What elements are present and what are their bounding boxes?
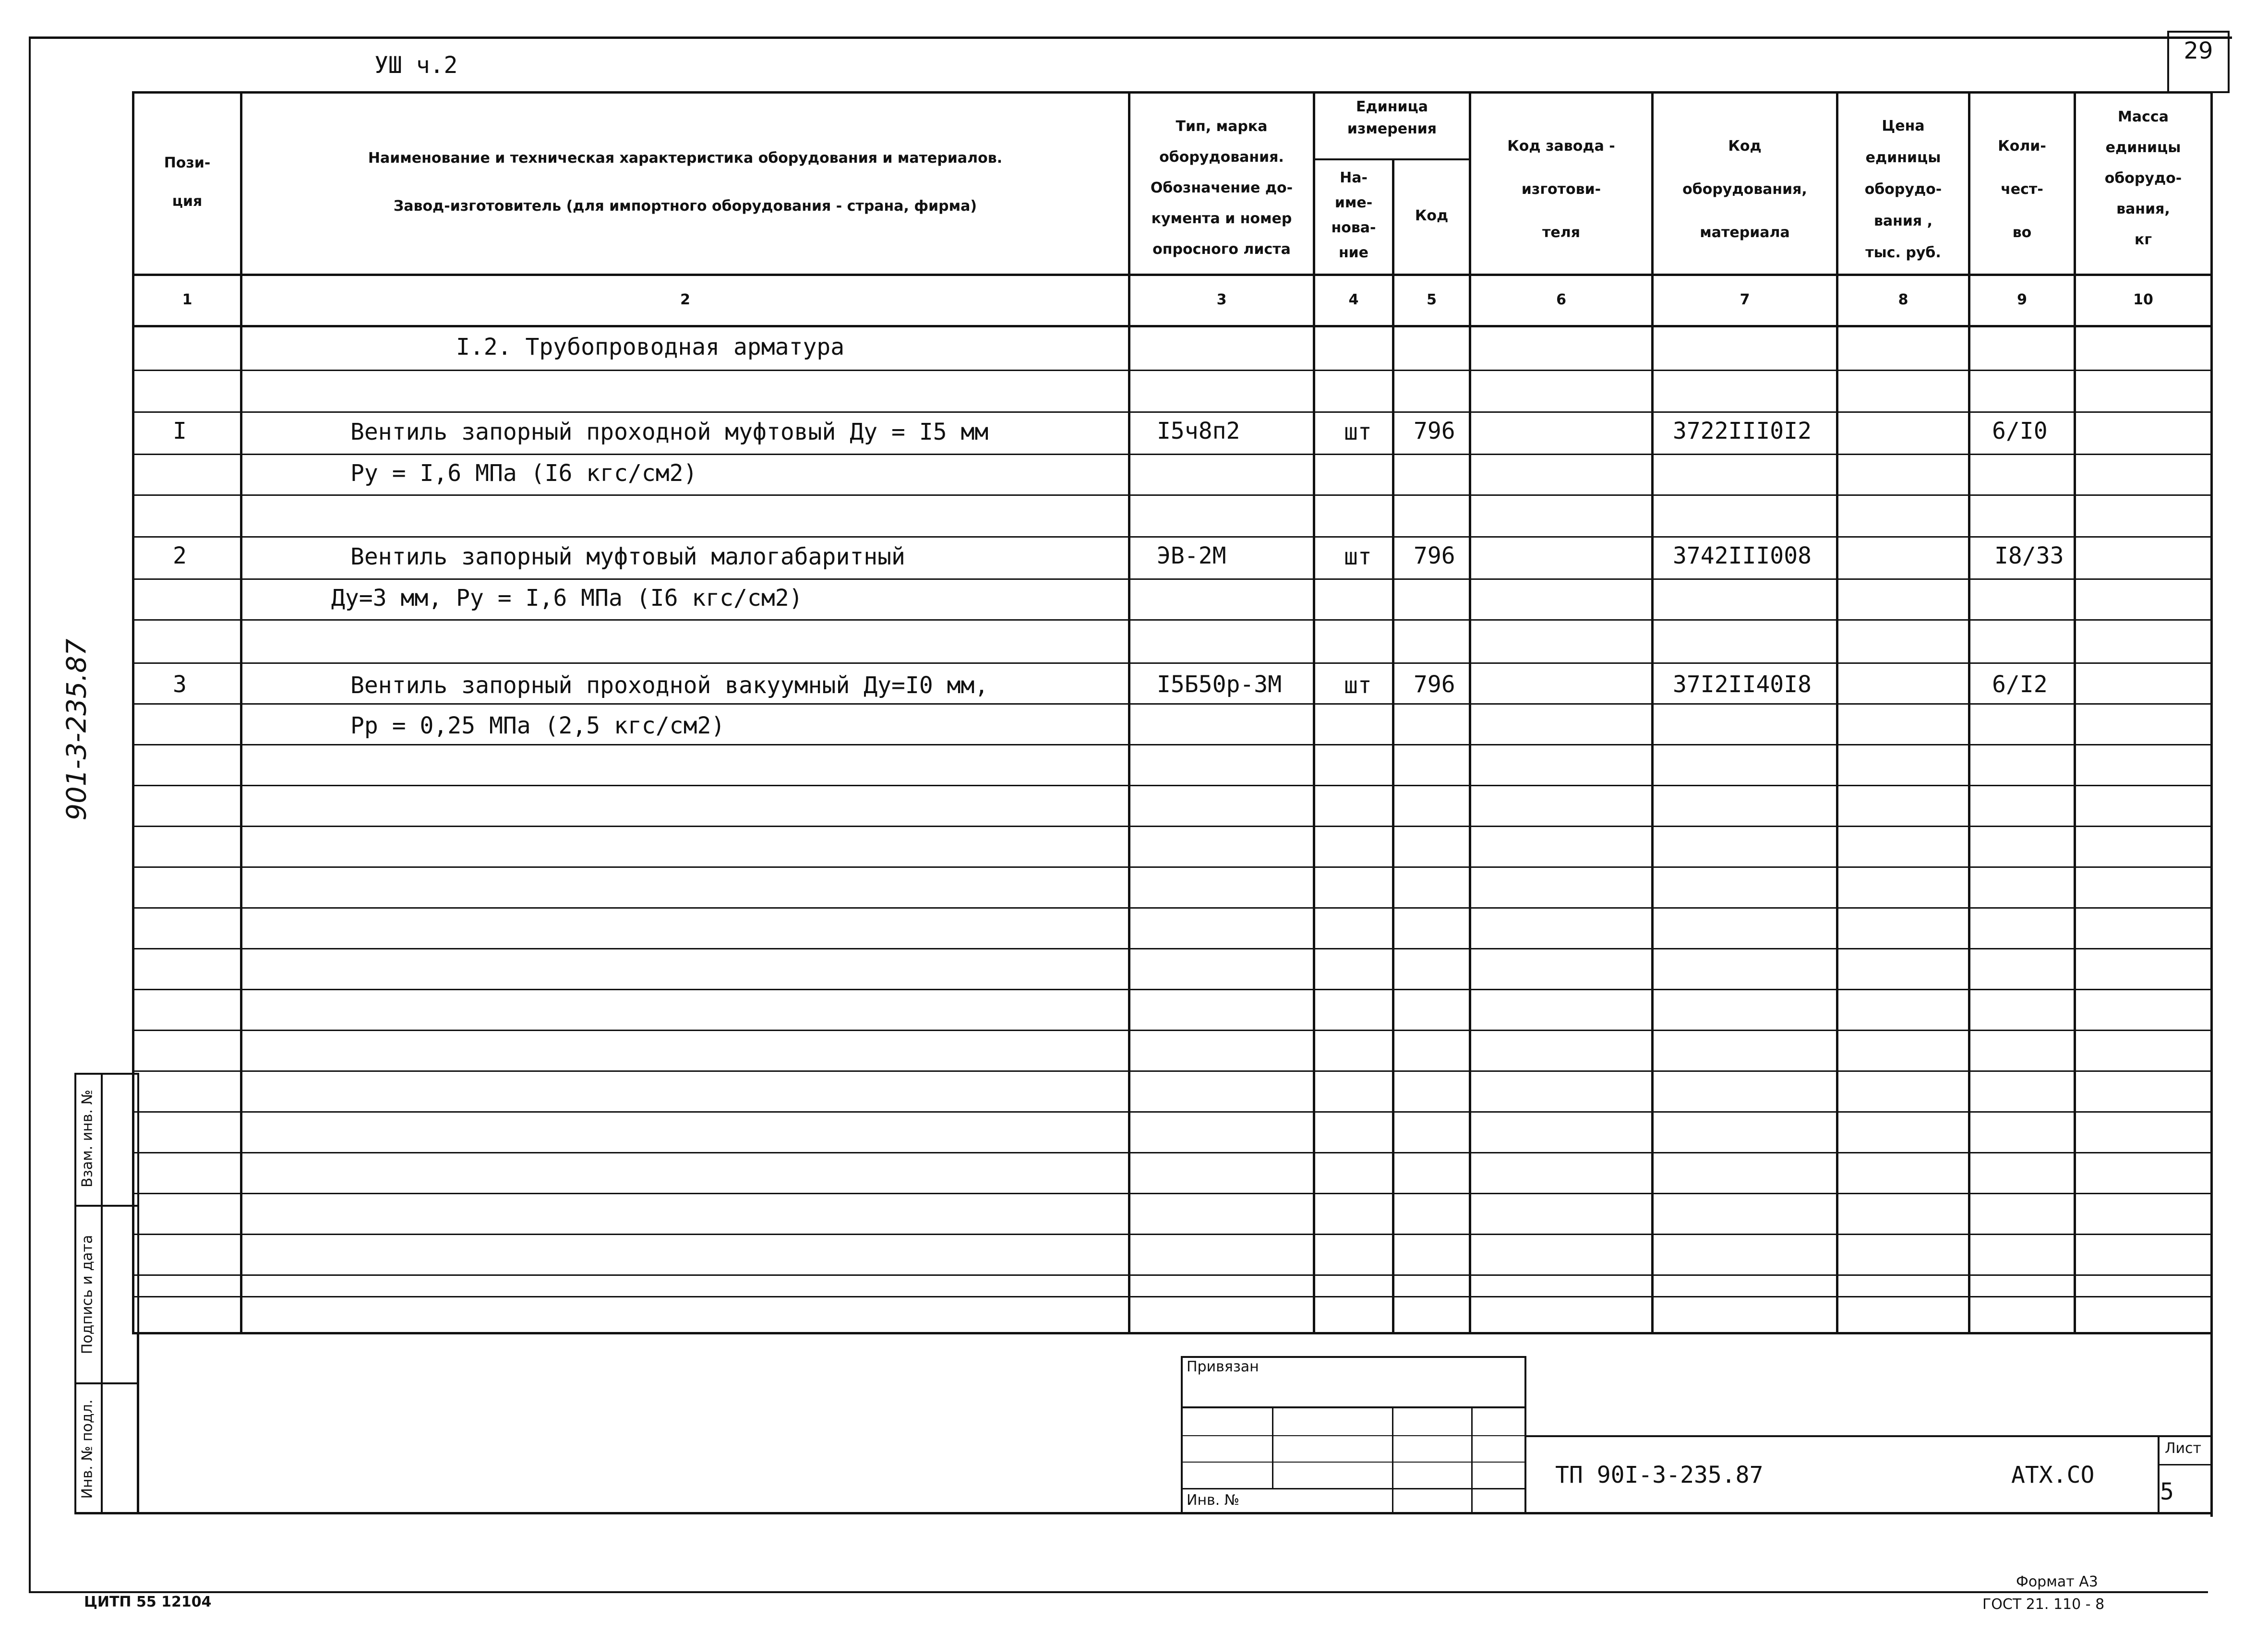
table-row-line (134, 662, 2210, 664)
item-2-unit: шт (1344, 543, 1372, 570)
item-3-name-line1: Вентиль запорный проходной вакуумный Ду=I0 мм, (350, 672, 989, 699)
col-header-unit-code (1394, 202, 1469, 230)
sheet-label: Лист (2165, 1440, 2202, 1457)
frame-left-line (29, 36, 31, 1592)
bound-line-3 (1181, 1462, 1526, 1463)
item-1-name-line1: Вентиль запорный проходной муфтовый Ду = I5 мм (350, 419, 989, 445)
side-stamp-divider (101, 1073, 103, 1514)
section-title: I.2. Трубопроводная арматура (456, 334, 845, 360)
frame-bottom-line (29, 1591, 2208, 1593)
item-3-type: I5Б50р-3М (1157, 671, 1282, 698)
item-2-unit-code: 796 (1414, 542, 1455, 569)
col-header-name-line1: Наименование и техническая характеристика оборудования и материалов. (368, 150, 1003, 167)
item-2-position: 2 (173, 542, 187, 569)
side-stamp-3 (74, 1384, 101, 1514)
item-2-name-line2: Ду=3 мм, Ру = I,6 МПа (I6 кгс/см2) (331, 585, 803, 612)
footer-format: Формат А3 (2016, 1573, 2098, 1590)
colnum-4: 4 (1348, 291, 1359, 308)
project-code: ТП 90I-3-235.87 (1555, 1462, 1764, 1488)
item-1-unit: шт (1344, 419, 1372, 445)
col-header-unit-name (1315, 166, 1392, 265)
item-1-equipment-code: 3722III0I2 (1673, 418, 1812, 444)
colnum-9: 9 (2017, 291, 2027, 308)
side-stamp-1 (74, 1073, 101, 1205)
side-doc-code-text: 901-3-235.87 (61, 638, 93, 821)
bound-line-1 (1181, 1406, 1526, 1408)
item-3-position: 3 (173, 671, 187, 698)
doc-mark: АТХ.СО (2011, 1462, 2095, 1488)
colnum-10: 10 (2133, 291, 2153, 308)
sheet-box-split (2158, 1464, 2213, 1465)
item-3-unit: шт (1344, 672, 1372, 699)
item-3-quantity: 6/I2 (1992, 671, 2048, 698)
table-row-line (134, 948, 2210, 949)
col-header-quantity (1970, 125, 2074, 254)
colnum-1: 1 (182, 291, 192, 308)
table-row-line (134, 1152, 2210, 1153)
table-row-line (134, 866, 2210, 868)
bound-line-2 (1181, 1435, 1526, 1436)
table-row-line (134, 1111, 2210, 1113)
side-stamp-1-text: Взам. инв. № (79, 1090, 96, 1188)
col-header-unit (1315, 96, 1469, 140)
item-3-equipment-code: 37I2II40I8 (1673, 671, 1812, 698)
col-header-quantity-text: Коли- чест- во (1998, 138, 2046, 241)
col-header-factory-code (1471, 125, 1651, 254)
col-line-1 (240, 91, 242, 1334)
col-header-price (1838, 110, 1968, 269)
item-2-name-line1: Вентиль запорный муфтовый малогабаритный (350, 543, 905, 570)
header-bottom-line (132, 274, 2213, 276)
colnum-5: 5 (1427, 291, 1437, 308)
bound-line-4 (1181, 1488, 1526, 1489)
col-header-mass (2076, 102, 2210, 255)
table-row-line (134, 454, 2210, 455)
item-1-type: I5ч8п2 (1157, 418, 1240, 444)
table-row-line (134, 1296, 2210, 1297)
unit-split-line (1313, 158, 1469, 160)
col-line-2 (1128, 91, 1130, 1334)
colnum-bottom-line (132, 325, 2213, 327)
table-row-line (134, 744, 2210, 745)
title-left-line (137, 1334, 139, 1514)
table-row-line (134, 1030, 2210, 1031)
item-2-equipment-code: 3742III008 (1673, 542, 1812, 569)
item-2-quantity: I8/33 (1994, 542, 2064, 569)
table-row-line (134, 494, 2210, 496)
col-line-7 (1836, 91, 1838, 1334)
table-row-line (134, 370, 2210, 371)
col-header-position-text: Пози- ция (164, 155, 211, 210)
table-row-line (134, 411, 2210, 413)
item-1-position: I (173, 418, 187, 444)
col-header-unit-name-text: На- име- нова- ние (1331, 169, 1376, 261)
col-header-type-text: Тип, марка оборудования. Обозначение до- кумента и номер опросного листа (1150, 118, 1293, 258)
col-header-unit-code-text: Код (1415, 207, 1449, 224)
col-header-equipment-code (1654, 125, 1836, 254)
col-line-9 (2074, 91, 2076, 1334)
colnum-6: 6 (1556, 291, 1566, 308)
colnum-2: 2 (680, 291, 690, 308)
bound-col-3 (1471, 1406, 1473, 1514)
col-header-price-text: Цена единицы оборудо- вания , тыс. руб. (1864, 118, 1942, 261)
col-line-4 (1392, 158, 1394, 1334)
table-close-line (132, 1332, 2213, 1334)
col-header-type (1130, 111, 1313, 265)
table-row-line (134, 989, 2210, 990)
table-row-line (134, 907, 2210, 909)
col-header-name (242, 134, 1128, 230)
item-2-type: ЭВ-2М (1157, 542, 1226, 569)
col-line-3 (1313, 91, 1315, 1334)
col-header-position (134, 144, 240, 221)
item-3-unit-code: 796 (1414, 671, 1455, 698)
item-1-quantity: 6/I0 (1992, 418, 2048, 444)
col-header-factory-code-text: Код завода - изготови- теля (1507, 138, 1615, 241)
bound-col-1 (1272, 1406, 1273, 1488)
col-header-equipment-code-text: Код оборудования, материала (1682, 138, 1807, 241)
colnum-8: 8 (1898, 291, 1908, 308)
sheet-number: 5 (2160, 1478, 2174, 1505)
item-1-unit-code: 796 (1414, 418, 1455, 444)
side-doc-code (48, 634, 106, 826)
table-row-line (134, 1193, 2210, 1194)
item-3-name-line2: Рр = 0,25 МПа (2,5 кгс/см2) (350, 712, 725, 739)
table-row-line (134, 826, 2210, 827)
table-row-line (134, 1274, 2210, 1276)
bound-label: Привязан (1187, 1358, 1259, 1375)
colnum-7: 7 (1740, 291, 1750, 308)
table-row-line (134, 785, 2210, 786)
side-stamp-2-text: Подпись и дата (79, 1235, 96, 1355)
inv-label: Инв. № (1187, 1492, 1240, 1509)
col-line-8 (1968, 91, 1970, 1334)
table-row-line (134, 536, 2210, 538)
bound-col-2 (1392, 1406, 1393, 1514)
title-bottom-line (74, 1512, 2213, 1514)
col-header-name-line2: Завод-изготовитель (для импортного оборудования - страна, фирма) (393, 198, 977, 215)
side-stamp-2 (74, 1207, 101, 1382)
side-stamp-3-text: Инв. № подл. (79, 1399, 96, 1499)
col-header-mass-text: Масса единицы оборудо- вания, кг (2104, 108, 2182, 248)
colnum-3: 3 (1216, 291, 1227, 308)
table-row-line (134, 1234, 2210, 1235)
item-1-name-line2: Ру = I,6 МПа (I6 кгс/см2) (350, 460, 697, 487)
col-line-6 (1651, 91, 1654, 1334)
table-row-line (134, 578, 2210, 580)
table-row-line (134, 619, 2210, 621)
footer-gost: ГОСТ 21. 110 - 8 (1982, 1596, 2105, 1613)
title-top-line (1526, 1435, 2213, 1437)
page-number: 29 (2184, 37, 2213, 64)
col-line-5 (1469, 91, 1471, 1334)
frame-top-line (29, 36, 2232, 39)
table-row-line (134, 703, 2210, 705)
footer-left-code: ЦИТП 55 12104 (84, 1594, 212, 1610)
table-row-line (134, 1070, 2210, 1072)
sheet-label: УШ ч.2 (374, 52, 458, 79)
col-header-unit-text: Единица измерения (1347, 98, 1437, 137)
